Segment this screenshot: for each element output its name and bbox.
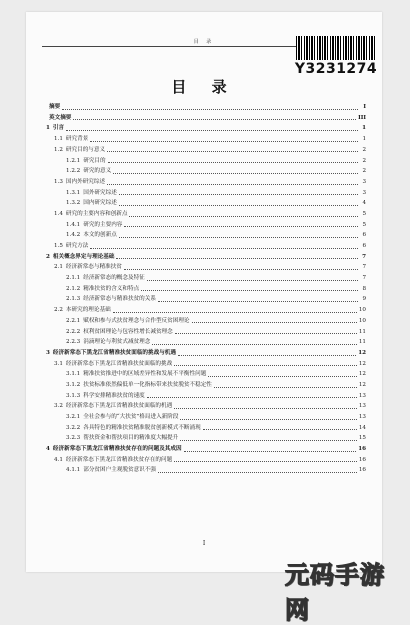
- toc-entry-page: 7: [362, 275, 366, 282]
- toc-entry[interactable]: [46, 164, 366, 175]
- toc-entry-number: 1.3.2: [66, 200, 81, 207]
- toc-entry-title: 部分贫困户主观脱贫意识不强: [83, 467, 156, 474]
- toc-dot-leader: [174, 408, 357, 409]
- toc-entry-title: 国内外研究综述: [65, 178, 106, 185]
- toc-entry[interactable]: [46, 314, 366, 325]
- toc-entry-page: 4: [362, 200, 366, 207]
- toc-entry[interactable]: [46, 463, 366, 474]
- toc-dot-leader: [119, 237, 358, 238]
- toc-entry-page: 3: [362, 189, 366, 196]
- toc-entry-page: 10: [358, 317, 366, 324]
- toc-entry-title: 研究目的与意义: [65, 146, 106, 153]
- toc-entry[interactable]: [46, 431, 366, 442]
- toc-entry-title: 经济新常态下黑龙江省精准扶贫存在的问题及其成因: [52, 446, 182, 453]
- toc-entry-title: 各具特色的精准扶贫精准脱贫创新模式不断涌现: [83, 424, 201, 431]
- toc-entry[interactable]: [46, 357, 366, 368]
- toc-entry[interactable]: [46, 410, 366, 421]
- toc-dot-leader: [174, 365, 357, 366]
- toc-dot-leader: [180, 440, 357, 441]
- toc-entry-number: 1.4.2: [66, 232, 81, 239]
- toc-entry[interactable]: [46, 346, 366, 357]
- toc-entry[interactable]: [46, 228, 366, 239]
- toc-entry-page: 2: [362, 168, 366, 175]
- toc-dot-leader: [152, 344, 357, 345]
- toc-entry-title: 研究目的: [83, 157, 106, 164]
- toc-entry-page: 9: [362, 296, 366, 303]
- toc-entry[interactable]: [46, 175, 366, 186]
- toc-dot-leader: [141, 290, 358, 291]
- toc-entry-title: 精准扶贫推进中的区域差异性和发展不平衡性问题: [83, 371, 207, 378]
- toc-dot-leader: [107, 151, 358, 152]
- watermark-logo: 元码手游网: [285, 561, 385, 624]
- barcode-number: Y3231274: [294, 61, 378, 77]
- toc-entry-title: 经济新常态下黑龙江省精准扶贫存在的问题: [65, 456, 173, 463]
- toc-entry[interactable]: [46, 399, 366, 410]
- toc-dot-leader: [124, 269, 358, 270]
- toc-entry-number: 3.1: [54, 360, 63, 367]
- toc-entry[interactable]: [46, 218, 366, 229]
- toc-entry[interactable]: [46, 196, 366, 207]
- toc-dot-leader: [62, 109, 358, 110]
- running-header: 目 录: [193, 39, 215, 45]
- toc-entry[interactable]: [46, 239, 366, 250]
- toc-entry-page: 11: [358, 328, 366, 335]
- toc-entry-title: 经济新常态的概念及特征: [83, 275, 145, 282]
- toc-entry-page: 12: [358, 349, 366, 356]
- toc-entry[interactable]: [46, 132, 366, 143]
- toc-entry-title: 本研究的理论基础: [65, 307, 111, 314]
- toc-entry-title: 本文的创新点: [83, 232, 117, 239]
- toc-entry-title: 涓滴理论与利贫式减贫理念: [83, 339, 151, 346]
- toc-entry[interactable]: [46, 442, 366, 453]
- toc-dot-leader: [119, 194, 358, 195]
- barcode-icon: [296, 36, 376, 60]
- toc-entry-number: 1.2.1: [66, 157, 81, 164]
- toc-entry-number: 3.2: [54, 403, 63, 410]
- toc-entry-number: 2: [46, 253, 50, 260]
- toc-entry-page: I: [363, 104, 366, 111]
- toc-entry-title: 扶贫标准依然偏低单一化指标带来扶贫脱贫不稳定性: [83, 381, 212, 388]
- toc-entry-number: 3.2.3: [66, 435, 81, 442]
- toc-entry[interactable]: [46, 207, 366, 218]
- toc-entry-number: 1.3.1: [66, 189, 81, 196]
- toc-entry-page: 11: [358, 339, 366, 346]
- toc-entry-page: 12: [358, 381, 366, 388]
- toc-entry[interactable]: [46, 389, 366, 400]
- toc-entry-title: 国外研究综述: [83, 189, 117, 196]
- toc-entry-title: 引言: [52, 125, 65, 132]
- toc-dot-leader: [66, 130, 358, 131]
- toc-entry[interactable]: [46, 100, 366, 111]
- toc-dot-leader: [116, 258, 358, 259]
- toc-entry[interactable]: [46, 282, 366, 293]
- toc-dot-leader: [119, 205, 358, 206]
- toc-entry-title: 经济新常态下黑龙江省精准扶贫面临的挑战: [65, 360, 173, 367]
- toc-entry-number: 3: [46, 349, 50, 356]
- toc-dot-leader: [124, 226, 358, 227]
- toc-entry-title: 研究的意义: [83, 168, 112, 175]
- toc-entry-number: 1: [46, 125, 50, 132]
- toc-entry-page: 12: [358, 360, 366, 367]
- toc-entry-page: 14: [358, 424, 366, 431]
- toc-entry-number: 3.2.1: [66, 414, 81, 421]
- toc-entry-number: 1.2.2: [66, 168, 81, 175]
- toc-entry-page: III: [358, 114, 366, 121]
- toc-entry-title: 全社会参与的“大扶贫”格局进入新阶段: [83, 414, 179, 421]
- toc-entry-number: 1.4: [54, 210, 63, 217]
- toc-entry-page: 13: [358, 414, 366, 421]
- toc-entry-number: 3.1.3: [66, 392, 81, 399]
- toc-entry-title: 摘要: [49, 104, 61, 111]
- toc-entry[interactable]: [46, 271, 366, 282]
- toc-entry-title: 研究的主要内容和创新点: [65, 210, 128, 217]
- toc-dot-leader: [203, 429, 357, 430]
- toc-dot-leader: [73, 119, 356, 120]
- toc-entry-title: 赋权和参与式扶贫理念与合作型反贫困理论: [83, 317, 190, 324]
- toc-dot-leader: [180, 419, 356, 420]
- toc-entry-number: 2.2.3: [66, 339, 81, 346]
- table-of-contents: [46, 100, 366, 474]
- toc-entry-page: 1: [362, 125, 366, 132]
- toc-entry-number: 2.1.2: [66, 285, 81, 292]
- toc-entry-number: 1.3: [54, 178, 63, 185]
- toc-dot-leader: [158, 301, 358, 302]
- toc-entry-title: 经济新常态下黑龙江省精准扶贫面临的机遇: [65, 403, 173, 410]
- toc-entry-number: 1.1: [54, 136, 63, 143]
- toc-dot-leader: [184, 451, 357, 452]
- toc-entry-title: 经济新常态与精准扶贫: [65, 264, 122, 271]
- toc-dot-leader: [147, 397, 357, 398]
- toc-entry-page: 13: [358, 403, 366, 410]
- toc-entry-title: 权利贫困理论与包容性增长减贫理念: [83, 328, 173, 335]
- toc-entry[interactable]: [46, 121, 366, 132]
- toc-entry-page: 2: [362, 157, 366, 164]
- toc-entry-page: 16: [358, 456, 366, 463]
- toc-entry[interactable]: [46, 453, 366, 464]
- toc-dot-leader: [90, 141, 358, 142]
- toc-entry-number: 3.1.2: [66, 381, 81, 388]
- toc-entry-title: 经济新常态与精准扶贫的关系: [83, 296, 156, 303]
- toc-entry-page: 8: [362, 285, 366, 292]
- toc-entry-page: 1: [362, 136, 366, 143]
- toc-entry-title: 经济新常态下黑龙江省精准扶贫面临的挑战与机遇: [52, 349, 176, 356]
- toc-entry-number: 3.1.1: [66, 371, 81, 378]
- toc-entry-number: 4.1.1: [66, 467, 81, 474]
- toc-entry[interactable]: [46, 143, 366, 154]
- toc-dot-leader: [158, 472, 357, 473]
- toc-dot-leader: [174, 461, 357, 462]
- toc-entry-page: 13: [358, 392, 366, 399]
- toc-entry-number: 1.5: [54, 243, 63, 250]
- toc-dot-leader: [208, 376, 357, 377]
- page-number: I: [202, 540, 206, 547]
- toc-entry-page: 3: [362, 178, 366, 185]
- toc-entry[interactable]: [46, 324, 366, 335]
- toc-entry-number: 2.2.2: [66, 328, 81, 335]
- toc-entry[interactable]: [46, 186, 366, 197]
- toc-entry-number: 2.1.3: [66, 296, 81, 303]
- toc-entry-page: 16: [358, 467, 366, 474]
- toc-dot-leader: [175, 333, 357, 334]
- toc-dot-leader: [113, 173, 358, 174]
- toc-dot-leader: [214, 387, 357, 388]
- toc-entry-number: 2.2.1: [66, 317, 81, 324]
- toc-entry-page: 6: [362, 232, 366, 239]
- toc-dot-leader: [147, 280, 358, 281]
- toc-entry-page: 15: [358, 435, 366, 442]
- toc-entry-number: 1.2: [54, 146, 63, 153]
- toc-entry-page: 6: [362, 243, 366, 250]
- toc-entry-page: 5: [362, 210, 366, 217]
- toc-entry[interactable]: [46, 111, 366, 122]
- toc-entry-number: 4.1: [54, 456, 63, 463]
- toc-dot-leader: [178, 355, 356, 356]
- toc-entry-page: 5: [362, 221, 366, 228]
- toc-entry-title: 精准扶贫的含义和特点: [83, 285, 140, 292]
- toc-entry[interactable]: [46, 421, 366, 432]
- toc-entry-number: 4: [46, 446, 50, 453]
- toc-entry-title: 研究方法: [65, 243, 89, 250]
- toc-entry-page: 12: [358, 371, 366, 378]
- toc-entry[interactable]: [46, 303, 366, 314]
- toc-dot-leader: [192, 322, 357, 323]
- toc-entry-number: 2.1: [54, 264, 63, 271]
- toc-dot-leader: [108, 162, 358, 163]
- toc-entry[interactable]: [46, 378, 366, 389]
- toc-dot-leader: [107, 184, 358, 185]
- toc-entry-number: 1.4.1: [66, 221, 81, 228]
- toc-entry-title: 研究背景: [65, 136, 89, 143]
- toc-entry-page: 2: [362, 146, 366, 153]
- toc-entry-title: 相关概念界定与理论基础: [52, 253, 115, 260]
- toc-entry-page: 7: [362, 253, 366, 260]
- toc-entry[interactable]: [46, 153, 366, 164]
- toc-entry-page: 16: [358, 446, 366, 453]
- toc-dot-leader: [90, 248, 358, 249]
- toc-entry[interactable]: [46, 260, 366, 271]
- toc-entry[interactable]: [46, 367, 366, 378]
- document-page: [26, 12, 382, 572]
- page-title: 目 录: [171, 78, 237, 96]
- toc-entry-page: 10: [358, 307, 366, 314]
- toc-entry-number: 3.2.2: [66, 424, 81, 431]
- toc-entry[interactable]: [46, 335, 366, 346]
- toc-entry-title: 国内研究综述: [83, 200, 117, 207]
- toc-entry[interactable]: [46, 292, 366, 303]
- toc-entry[interactable]: [46, 250, 366, 261]
- toc-entry-page: 7: [362, 264, 366, 271]
- toc-dot-leader: [113, 312, 357, 313]
- toc-dot-leader: [129, 216, 358, 217]
- toc-entry-title: 研究的主要内容: [83, 221, 123, 228]
- toc-entry-number: 2.1.1: [66, 275, 81, 282]
- toc-entry-title: 帮扶资金和帮扶项目的精准度大幅提升: [83, 435, 179, 442]
- toc-entry-title: 科学安排精准扶贫的速度: [83, 392, 145, 399]
- toc-entry-number: 2.2: [54, 307, 63, 314]
- toc-entry-title: 英文摘要: [49, 114, 72, 121]
